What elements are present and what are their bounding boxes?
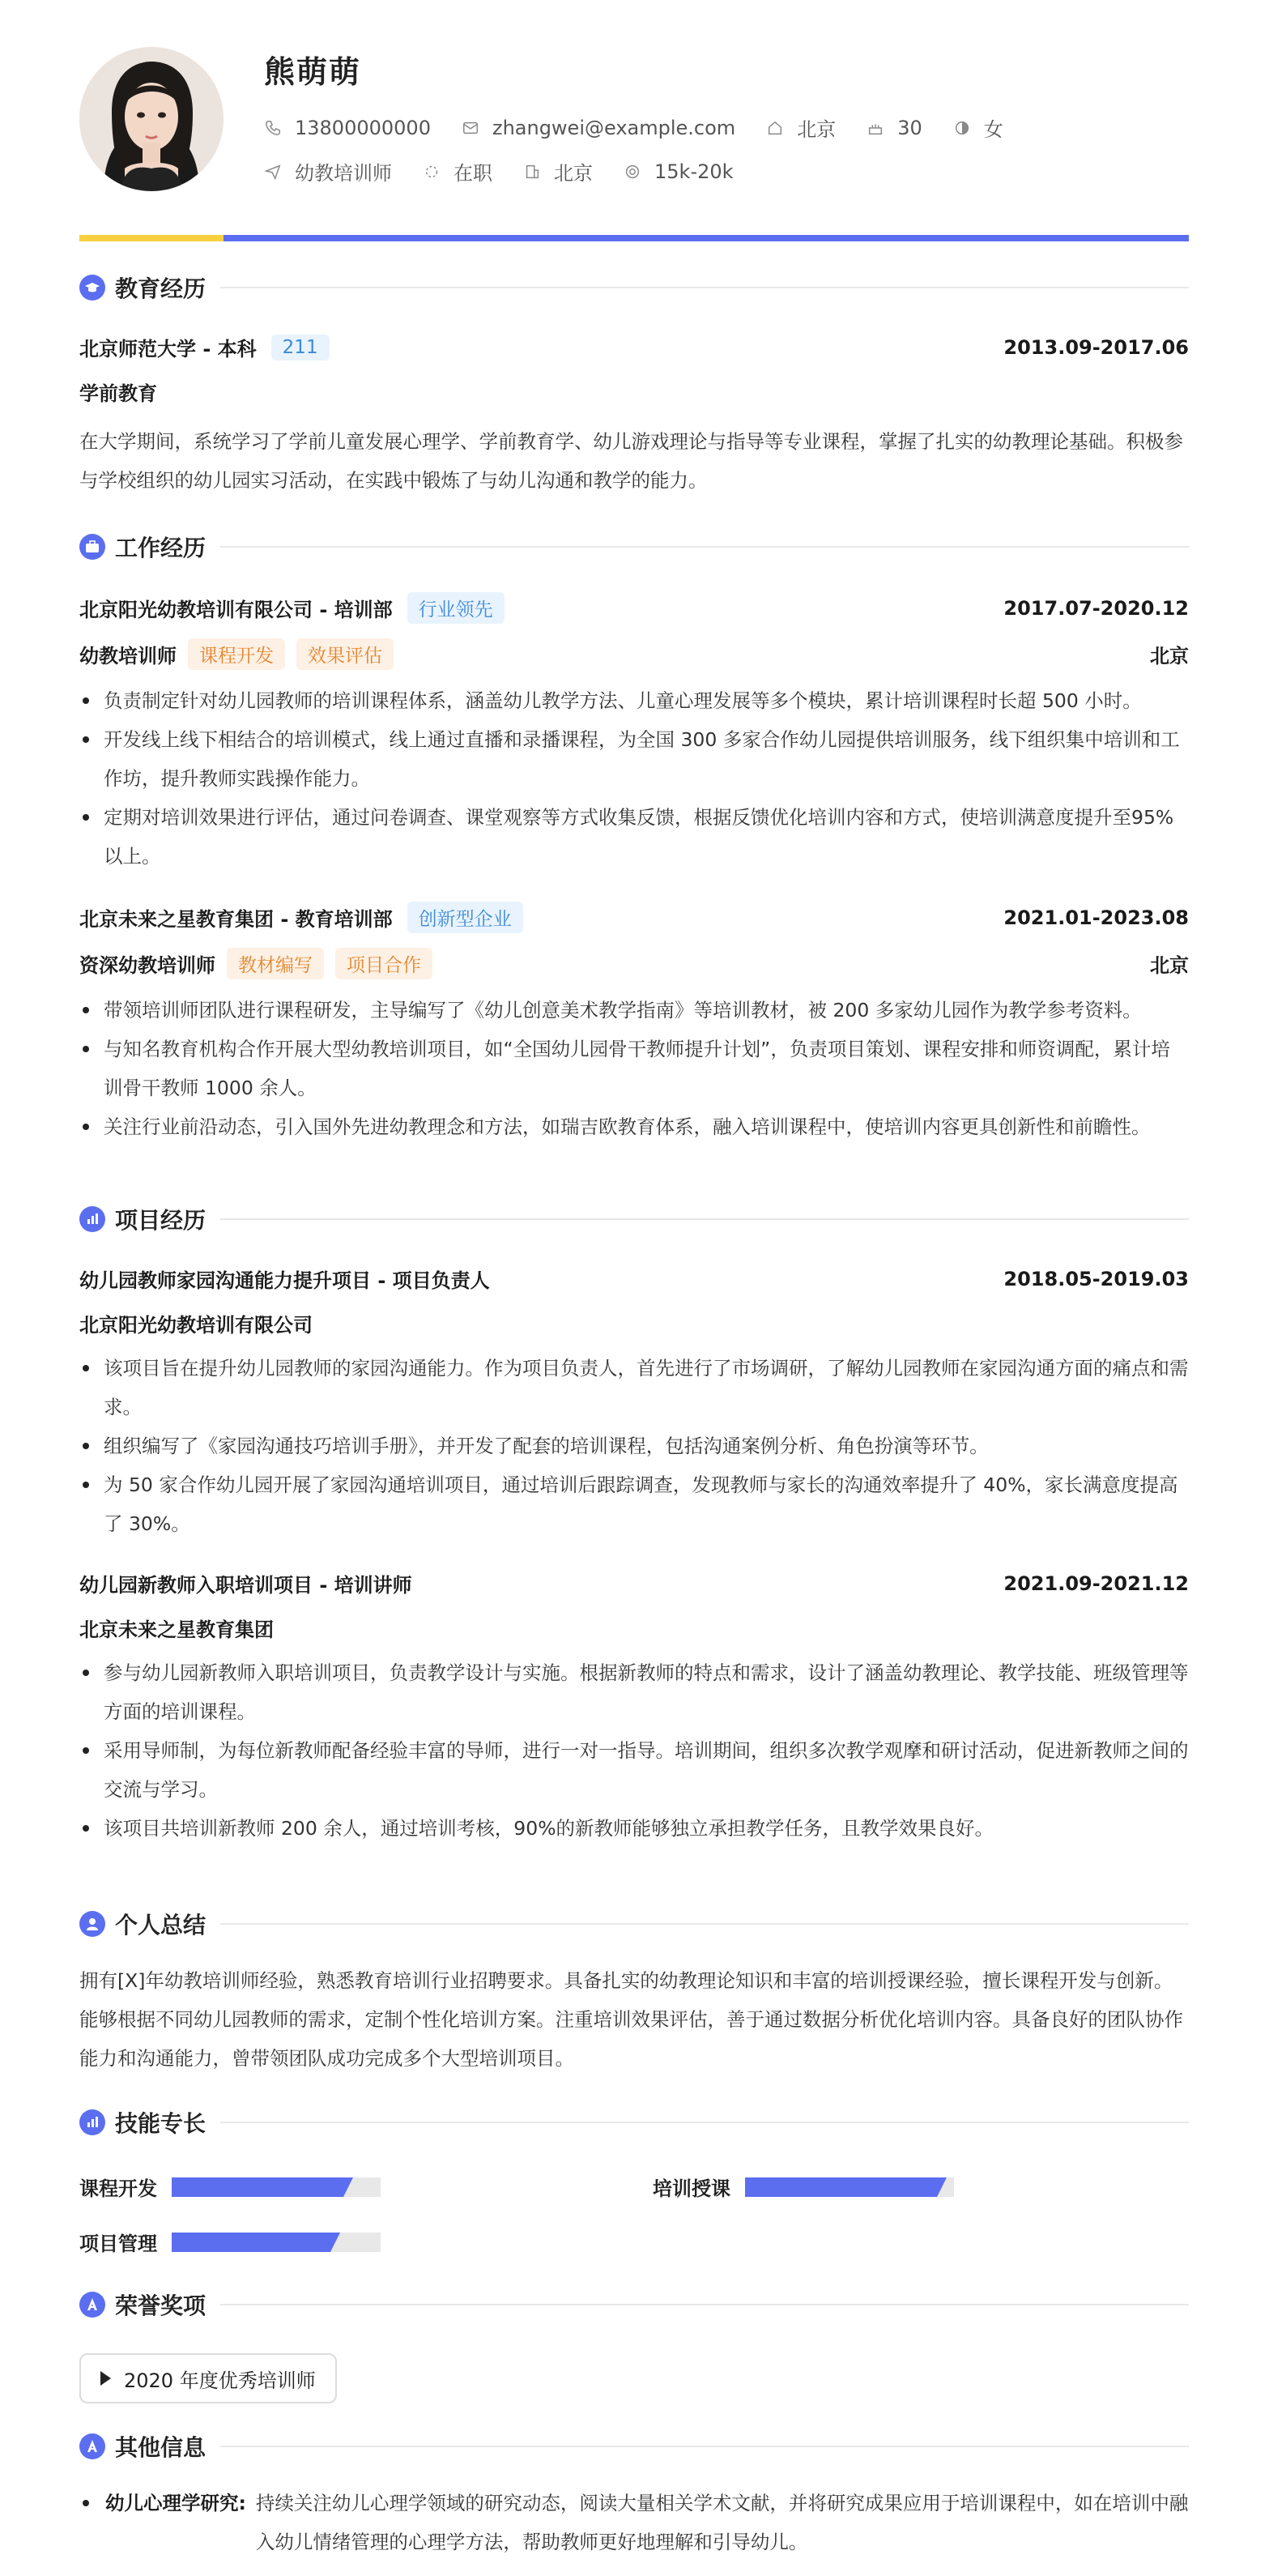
list-item: 带领培训师团队进行课程研发，主导编写了《幼儿创意美术教学指南》等培训教材，被 200 多家幼儿园作为教学参考资料。 (79, 991, 1189, 1030)
salary-item (624, 160, 734, 183)
work-entry (79, 592, 1189, 876)
award-icon (79, 2292, 105, 2318)
project-header-row (79, 1569, 1189, 1597)
skill-tag: 教材编写 (227, 948, 324, 979)
major-row (79, 377, 1189, 406)
contact-row (264, 113, 1034, 142)
project-date: 2021.09-2021.12 (1003, 1572, 1189, 1595)
section-title: 教育经历 (115, 275, 207, 302)
skill-tag: 课程开发 (188, 638, 285, 670)
skill-bar (172, 2177, 381, 2197)
city-item (766, 113, 836, 142)
skill-tag: 项目合作 (335, 948, 432, 979)
role: 资深幼教培训师 (79, 954, 215, 977)
skill-item (653, 2173, 954, 2201)
age: 30 (897, 116, 922, 139)
project-org-row (79, 1614, 1189, 1642)
list-item: 定期对培训效果进行评估，通过问卷调查、课堂观察等方式收集反馈，根据反馈优化培训内容和方式，使培训满意度提升至95%以上。 (79, 798, 1189, 876)
email-address: zhangwei@example.com (492, 116, 736, 139)
section-heading (79, 1908, 1189, 1940)
project-org: 北京阳光幼教培训有限公司 (79, 1314, 313, 1337)
work-date: 2017.07-2020.12 (1003, 596, 1189, 620)
work-city: 北京 (1150, 645, 1189, 667)
section-heading (79, 2106, 1189, 2139)
section-title: 个人总结 (115, 1912, 207, 1938)
building-icon (523, 163, 541, 181)
work-header-row (79, 902, 1189, 933)
project-org: 北京未来之星教育集团 (79, 1619, 274, 1641)
skill-name: 培训授课 (653, 2177, 730, 2200)
project-header-row (79, 1265, 1189, 1293)
major: 学前教育 (79, 382, 157, 405)
list-item: 开发线上线下相结合的培训模式，线上通过直播和录播课程，为全国 300 多家合作幼儿园提供培训服务，线下组织集中培训和工作坊，提升教师实践操作能力。 (79, 720, 1189, 798)
resume-header (79, 0, 1189, 235)
company-tag: 行业领先 (407, 592, 505, 624)
section-heading (79, 531, 1189, 563)
mail-icon (462, 119, 479, 137)
phone-item (264, 117, 431, 139)
skill-tag: 效果评估 (296, 638, 394, 670)
company-dept: 北京阳光幼教培训有限公司 - 培训部 (79, 599, 393, 621)
company-dept: 北京未来之星教育集团 - 教育培训部 (79, 908, 393, 931)
work-bullets (79, 991, 1189, 1146)
status-item (423, 157, 492, 186)
phone-icon (264, 119, 282, 137)
education-date: 2013.09-2017.06 (1003, 335, 1189, 359)
award-title: 2020 年度优秀培训师 (124, 2369, 316, 2392)
chart-icon (79, 2109, 105, 2135)
work-city: 北京 (1150, 954, 1189, 977)
cake-icon (867, 119, 884, 137)
gender-item (953, 113, 1003, 142)
send-icon (264, 163, 282, 181)
work-section (79, 531, 1189, 1146)
list-item: 为 50 家合作幼儿园开展了家园沟通培训项目，通过培训后跟踪调查，发现教师与家长的沟通效率提升了 40%，家长满意度提高了 30%。 (79, 1465, 1189, 1543)
list-item: 组织编写了《家园沟通技巧培训手册》，并开发了配套的培训课程，包括沟通案例分析、角色扮演等环节。 (79, 1427, 1189, 1465)
work-role-row (79, 948, 1189, 979)
age-item (867, 117, 922, 139)
work-bullets (79, 681, 1189, 876)
project-title: 幼儿园新教师入职培训项目 - 培训讲师 (79, 1574, 412, 1597)
school-tag: 211 (271, 335, 330, 360)
project-bullets (79, 1653, 1189, 1848)
list-item: 采用导师制，为每位新教师配备经验丰富的导师，进行一对一指导。培训期间，组织多次教学观摩和研讨活动，促进新教师之间的交流与学习。 (79, 1731, 1189, 1809)
skill-name: 课程开发 (79, 2177, 157, 2200)
section-heading (79, 1203, 1189, 1235)
home-icon (766, 119, 784, 137)
summary-text: 拥有[X]年幼教培训师经验，熟悉教育培训行业招聘要求。具备扎实的幼教理论知识和丰富的培训授课经验，擅长课程开发与创新。能够根据不同幼儿园教师的需求，定制个性化培训方案。注重培训效果评估，善于通过数据分析优化培训内容。具备良好的团队协作能力和沟通能力，曾带领团队成功完成多个大型培训项目。 (79, 1969, 1183, 2070)
section-title: 工作经历 (115, 535, 207, 561)
phone-number: 13800000000 (295, 116, 431, 139)
skill-name: 项目管理 (79, 2233, 157, 2255)
position-item (264, 157, 392, 186)
award-icon (79, 2433, 105, 2459)
work-date: 2021.01-2023.08 (1003, 906, 1189, 929)
section-title: 荣誉奖项 (115, 2292, 207, 2319)
resume-page (79, 0, 1189, 2553)
candidate-name: 熊萌萌 (264, 54, 362, 90)
skill-bar (745, 2177, 954, 2197)
chart-icon (79, 1206, 105, 1232)
target-position: 幼教培训师 (295, 162, 392, 185)
user-icon (79, 1911, 105, 1937)
project-bullets (79, 1349, 1189, 1543)
work-header-row (79, 592, 1189, 624)
salary-range: 15k-20k (654, 160, 734, 183)
education-header-row (79, 333, 1189, 361)
skill-item (79, 2173, 381, 2201)
target-city: 北京 (554, 162, 593, 185)
work-entry (79, 902, 1189, 1146)
section-title: 项目经历 (115, 1207, 207, 1234)
company-tag: 创新型企业 (407, 902, 523, 933)
list-item: 参与幼儿园新教师入职培训项目，负责教学设计与实施。根据新教师的特点和需求，设计了涵盖幼教理论、教学技能、班级管理等方面的培训课程。 (79, 1653, 1189, 1731)
project-entry (79, 1265, 1189, 1543)
project-title: 幼儿园教师家园沟通能力提升项目 - 项目负责人 (79, 1269, 490, 1292)
education-section (79, 271, 1189, 500)
skills-section (79, 2106, 1189, 2268)
project-org-row (79, 1309, 1189, 1337)
loading-icon (423, 163, 441, 181)
project-date: 2018.05-2019.03 (1003, 1267, 1189, 1290)
list-item: 负责制定针对幼儿园教师的培训课程体系，涵盖幼儿教学方法、儿童心理发展等多个模块，累计培训课程时长超 500 小时。 (79, 681, 1189, 720)
list-item: 关注行业前沿动态，引入国外先进幼教理念和方法，如瑞吉欧教育体系，融入培训课程中，使培训内容更具创新性和前瞻性。 (79, 1107, 1189, 1146)
play-icon (100, 2371, 111, 2386)
school-degree: 北京师范大学 - 本科 (79, 338, 257, 360)
other-label: 幼儿心理学研究: (105, 2492, 246, 2514)
other-section (79, 2430, 1189, 2561)
section-heading (79, 271, 1189, 304)
email-item (462, 117, 735, 139)
job-status: 在职 (454, 162, 492, 185)
list-item: 该项目共培训新教师 200 余人，通过培训考核，90%的新教师能够独立承担教学任务，且教学效果良好。 (79, 1809, 1189, 1848)
gender-icon (953, 119, 971, 137)
gender: 女 (983, 118, 1003, 141)
coin-icon (624, 163, 641, 181)
list-item: 该项目旨在提升幼儿园教师的家园沟通能力。作为项目负责人，首先进行了市场调研，了解幼儿园教师在家园沟通方面的痛点和需求。 (79, 1349, 1189, 1427)
awards-section (79, 2288, 1189, 2410)
role: 幼教培训师 (79, 645, 177, 667)
project-entry (79, 1569, 1189, 1848)
projects-section (79, 1203, 1189, 1848)
skill-item (79, 2228, 381, 2256)
job-intent-row (264, 157, 764, 186)
graduation-cap-icon (79, 275, 105, 301)
header-accent-bar (79, 235, 1189, 241)
section-title: 其他信息 (115, 2434, 207, 2461)
briefcase-icon (79, 534, 105, 560)
other-item (79, 2484, 1189, 2561)
summary-section (79, 1908, 1189, 2078)
award-item (79, 2353, 337, 2403)
target-city-item (523, 157, 593, 186)
section-title: 技能专长 (115, 2110, 207, 2137)
section-heading (79, 2430, 1189, 2463)
education-description: 在大学期间，系统学习了学前儿童发展心理学、学前教育学、幼儿游戏理论与指导等专业课程，掌握了扎实的幼教理论基础。积极参与学校组织的幼儿园实习活动，在实践中锻炼了与幼儿沟通和教学的能力。 (79, 430, 1183, 492)
other-text: 持续关注幼儿心理学领域的研究动态，阅读大量相关学术文献，并将研究成果应用于培训课程中，如在培训中融入幼儿情绪管理的心理学方法，帮助教师更好地理解和引导幼儿。 (255, 2492, 1189, 2553)
city: 北京 (797, 118, 837, 141)
list-item: 与知名教育机构合作开展大型幼教培训项目，如“全国幼儿园骨干教师提升计划”，负责项目策划、课程安排和师资调配，累计培训骨干教师 1000 余人。 (79, 1030, 1189, 1107)
avatar (79, 47, 224, 191)
section-heading (79, 2288, 1189, 2321)
skill-bar (172, 2233, 381, 2252)
work-role-row (79, 638, 1189, 670)
